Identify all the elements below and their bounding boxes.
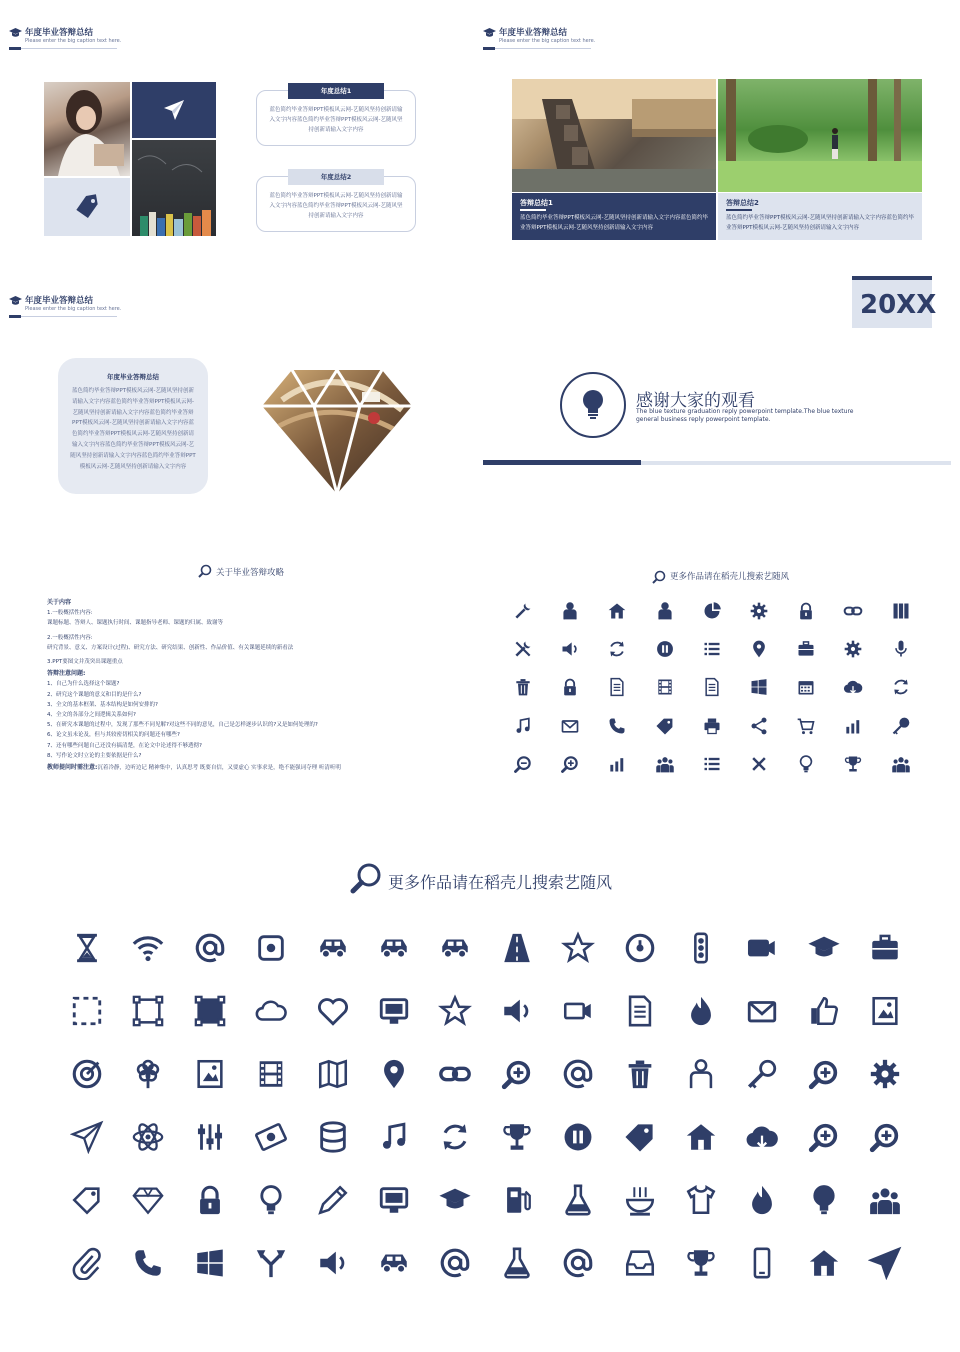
slide5-title: 关于毕业答辩攻略 [216,568,285,578]
monitor-icon [377,1183,411,1217]
slide3-header [9,294,209,324]
magnifier-plus-icon [500,1057,534,1091]
volume-icon [316,1246,350,1280]
slide1-subtitle: Please enter the big caption text here. [25,38,122,44]
label-icon [70,1183,104,1217]
slide2-subtitle: Please enter the big caption text here. [499,38,596,44]
thumbs-up-icon [807,994,841,1028]
gear-icon [749,601,769,621]
header-underline-light [21,48,117,49]
newspaper-icon [623,994,657,1028]
summary-card-2 [256,173,416,232]
location-icon [749,639,769,659]
summary-card-1-text: 蓝色简约毕业答辩PPT模板风云网-艺随风坚持创新请输入文字内容蓝色简约毕业答辩PPT模板风云网-艺随风坚持创新请输入文字内容 [269,107,403,133]
envelope-icon [745,994,779,1028]
recycle-icon [891,677,911,697]
music-icon [513,716,533,736]
tv-icon [377,994,411,1028]
search-icon [198,564,212,578]
title-underline [726,209,752,211]
question-item: 5、在研究本课题的过程中，发现了那些不同见解?对这些不同的意见，自己是怎样逐步认识的?又是如何处理的? [47,722,318,729]
slide1-header [9,26,209,56]
traffic-light-icon [684,931,718,965]
cat-badge-icon [438,1246,472,1280]
person-icon [560,601,580,621]
frame-icon [193,994,227,1028]
slide2-header [483,26,683,56]
content-heading: 关于内容 [47,599,72,606]
notes-icon [377,1120,411,1154]
speedometer-icon [623,931,657,965]
header-underline [9,315,21,318]
takeaway-cup-icon [684,1246,718,1280]
note-text: 沉着冷静，边听边记 精神集中，认真思考 既要自信，又要虚心 实事求是，绝不能强词夺理 听清听明 [97,765,341,772]
reply-summary-2-title: 答辩总结2 [726,199,759,207]
fire-icon [684,994,718,1028]
heart-icon [316,994,350,1028]
motorbike-icon [438,931,472,965]
zoom-plus-icon [807,1120,841,1154]
mortarboard-icon [438,1183,472,1217]
chain-icon [438,1057,472,1091]
tag-icon [655,716,675,736]
hourglass-icon [70,931,104,965]
gears-icon [843,639,863,659]
key-icon [891,716,911,736]
lecture-seats-photo [512,79,716,192]
money-icon [254,1120,288,1154]
reply-summary-box-2 [718,193,922,240]
user-raise-icon [655,601,675,621]
potion-icon [500,1246,534,1280]
reply-summary-1-title: 答辩总结1 [520,199,553,207]
bulb-icon [796,754,816,774]
filmstrip-icon [254,1057,288,1091]
send-icon [868,1246,902,1280]
lightbulb-icon [254,1183,288,1217]
zoom-out-icon [513,754,533,774]
windows-icon [749,677,769,697]
diamond-photo-mosaic [262,370,412,494]
bulb-circle [560,372,626,438]
diamond-icon [131,1183,165,1217]
slide3-title: 年度毕业答辩总结 [25,296,94,306]
paperclip-icon [70,1246,104,1280]
pencil-icon [316,1183,350,1217]
picture-icon [868,994,902,1028]
calendar-icon [796,677,816,697]
mute-icon [500,994,534,1028]
trophy-icon [843,754,863,774]
padlock-icon [193,1183,227,1217]
close-icon [749,754,769,774]
pie-chart-icon [702,601,722,621]
target-icon [70,1057,104,1091]
broadcast-icon [561,1120,595,1154]
tie-icon [254,931,288,965]
notebook-icon [607,677,627,697]
zoom-in-icon [560,754,580,774]
search-outline-icon [807,1057,841,1091]
girl-reading-photo [44,82,130,176]
people-icon [868,1183,902,1217]
star-icon [438,994,472,1028]
document-icon [702,677,722,697]
header-underline-light [495,48,591,49]
shop-icon [807,1246,841,1280]
atom-icon [131,1120,165,1154]
bin-icon [623,1057,657,1091]
resize-icon [131,994,165,1028]
content-line: 3.PPT要图文并茂突出课题重点 [47,659,123,666]
search-icon [652,570,666,584]
question-item: 7、还有哪些问题自己还没有搞清楚，在论文中论述得不够透彻? [47,742,202,749]
small-grid-title: 更多作品请在稻壳儿搜索艺随风 [670,572,790,582]
paper-plane-tile [132,82,216,138]
lightbulb-icon [581,389,605,421]
question-item: 3、全文的基本框架、基本结构是如何安排的? [47,701,158,708]
search-icon [350,862,382,894]
slide3-text-card [58,358,208,494]
tools-icon [513,639,533,659]
summary-card-2-text: 蓝色简约毕业答辩PPT模板风云网-艺随风坚持创新请输入文字内容蓝色简约毕业答辩PPT模板风云网-艺随风坚持创新请输入文字内容 [269,193,403,219]
graduation-cap-icon [807,931,841,965]
shopping-bags-icon [684,1120,718,1154]
cog-outline-icon [868,1057,902,1091]
noodles-icon [623,1183,657,1217]
footer-bar-dark [483,460,641,465]
title-underline [520,209,546,211]
inbox-icon [623,1246,657,1280]
trash-icon [513,677,533,697]
at-icon [193,931,227,965]
sailboat-icon [561,1057,595,1091]
thanks-subtitle: The blue texture graduation reply powerpoint template.The blue texture general business reply powerpoint template. [636,408,854,423]
key-outline-icon [745,1057,779,1091]
content-line: 研究背景、意义、方案设计(过程)、研究方法、研究结果、创新性、作品价值、有关课题延续的新看法 [47,644,294,651]
bar-chart-icon [607,754,627,774]
graduation-cap-icon [483,28,496,38]
books-chalkboard-photo [132,140,216,236]
reply-summary-2-text: 蓝色简约毕业答辩PPT模板风云网-艺随风坚持创新请输入文字内容蓝色简约毕业答辩PPT模板风云网-艺随风坚持创新请输入文字内容 [726,215,914,231]
cup-icon [500,1120,534,1154]
mic-icon [891,639,911,659]
camera-icon [745,931,779,965]
header-underline-light [21,316,117,317]
briefcase-icon [796,639,816,659]
suitcase-icon [868,931,902,965]
reply-summary-box-1 [512,193,716,240]
content-line: 课题标题、答辩人、课题执行时间、课题指导老师、课题的归属、致谢等 [47,620,224,627]
start-sign-icon [561,931,595,965]
list2-icon [702,754,722,774]
pause-icon [655,639,675,659]
slide2-title: 年度毕业答辩总结 [499,28,568,38]
sliders-icon [193,1120,227,1154]
slide1-title: 年度毕业答辩总结 [25,28,94,38]
graduation-cap-icon [9,28,22,38]
reply-summary-1-text: 蓝色简约毕业答辩PPT模板风云网-艺随风坚持创新请输入文字内容蓝色简约毕业答辩PPT模板风云网-艺随风坚持创新请输入文字内容 [520,215,708,231]
flower-icon [131,1057,165,1091]
content-line: 1.一般概括性内容: [47,610,93,617]
question-item: 8、写作论文时立论的主要依据是什么? [47,752,142,759]
film-icon [655,677,675,697]
paper-plane-icon [162,98,186,122]
team-icon [891,754,911,774]
flask-icon [561,1183,595,1217]
question-item: 2、研究这个课题的意义和目的是什么? [47,691,142,698]
summary-card-1 [256,87,416,146]
question-item: 1、自己为什么选择这个课题? [47,681,120,688]
paper-plane-icon [70,1120,104,1154]
tag-icon [74,194,100,220]
user-outline-icon [684,1057,718,1091]
note-label: 教师提问时需注意: [47,764,98,772]
footer-bar-light [641,461,951,465]
question-item: 4、全文的各部分之间逻辑关系如何? [47,712,136,719]
mail-icon [560,716,580,736]
lock-icon [796,601,816,621]
header-underline [9,47,21,50]
link-icon [843,601,863,621]
bulb-fill-icon [807,1183,841,1217]
cloud-transfer-icon [745,1120,779,1154]
thanks-title: 感谢大家的观看 [636,391,755,411]
large-grid-title: 更多作品请在稻壳儿搜索艺随风 [388,873,613,892]
refresh-icon [607,639,627,659]
graduation-cap-icon [9,296,22,306]
slide3-card-text: 蓝色简约毕业答辩PPT模板风云网-艺随风坚持创新请输入文字内容蓝色简约毕业答辩PPT模板风云网-艺随风坚持创新请输入文字内容蓝色简约毕业答辩PPT模板风云网-艺随风坚持创新请输入文字内容蓝色简约毕业答辩PPT模板风云网-艺随风坚持创新请输入文字内容蓝色简约毕业答辩PPT模板风云网-艺随风坚持创新请输入文字内容蓝色简约毕业答辩PPT模板风云网-艺随风坚持创新请输入文字内容 [70,388,196,470]
tshirt-icon [684,1183,718,1217]
cloud-icon [254,994,288,1028]
fuel-icon [500,1183,534,1217]
tag-tile [44,178,130,236]
clock-icon [560,677,580,697]
header-underline [483,47,495,50]
questions-heading: 答辩注意问题: [47,670,86,678]
sync-icon [438,1120,472,1154]
chart-up-icon [843,716,863,736]
summary-card-1-label: 年度总结1 [288,83,384,99]
chat-icon [561,1246,595,1280]
share-icon [749,716,769,736]
price-tag-icon [623,1120,657,1154]
atv-icon [377,931,411,965]
books-icon [891,601,911,621]
megaphone-icon [131,1246,165,1280]
road-icon [500,931,534,965]
fork-arrow-icon [254,1246,288,1280]
dashed-square-icon [70,994,104,1028]
content-line: 2.一般概括性内容: [47,634,93,641]
zoom-minus-icon [868,1120,902,1154]
summary-card-2-label: 年度总结2 [288,169,384,185]
printer-icon [702,716,722,736]
video-icon [561,994,595,1028]
cloud-download-icon [843,677,863,697]
question-item: 6、论文虽未论及，但与其较密切相关的问题还有哪些? [47,732,180,739]
wrench-icon [513,601,533,621]
cart-icon [796,716,816,736]
car-icon [316,931,350,965]
year-label: 20XX [860,290,937,320]
phone-icon [607,716,627,736]
girl-in-park-photo [718,79,922,192]
wifi-icon [131,931,165,965]
photos-icon [193,1057,227,1091]
pin-icon [377,1057,411,1091]
home-icon [607,601,627,621]
slide5-body [47,598,467,773]
slide3-card-title: 年度毕业答辩总结 [107,373,159,381]
smartphone-icon [745,1246,779,1280]
fire-hand-icon [745,1183,779,1217]
speaker-icon [560,639,580,659]
list-icon [702,639,722,659]
bus-icon [377,1246,411,1280]
group-icon [655,754,675,774]
windows-logo-icon [193,1246,227,1280]
slide3-subtitle: Please enter the big caption text here. [25,306,122,312]
database-icon [316,1120,350,1154]
map-icon [316,1057,350,1091]
